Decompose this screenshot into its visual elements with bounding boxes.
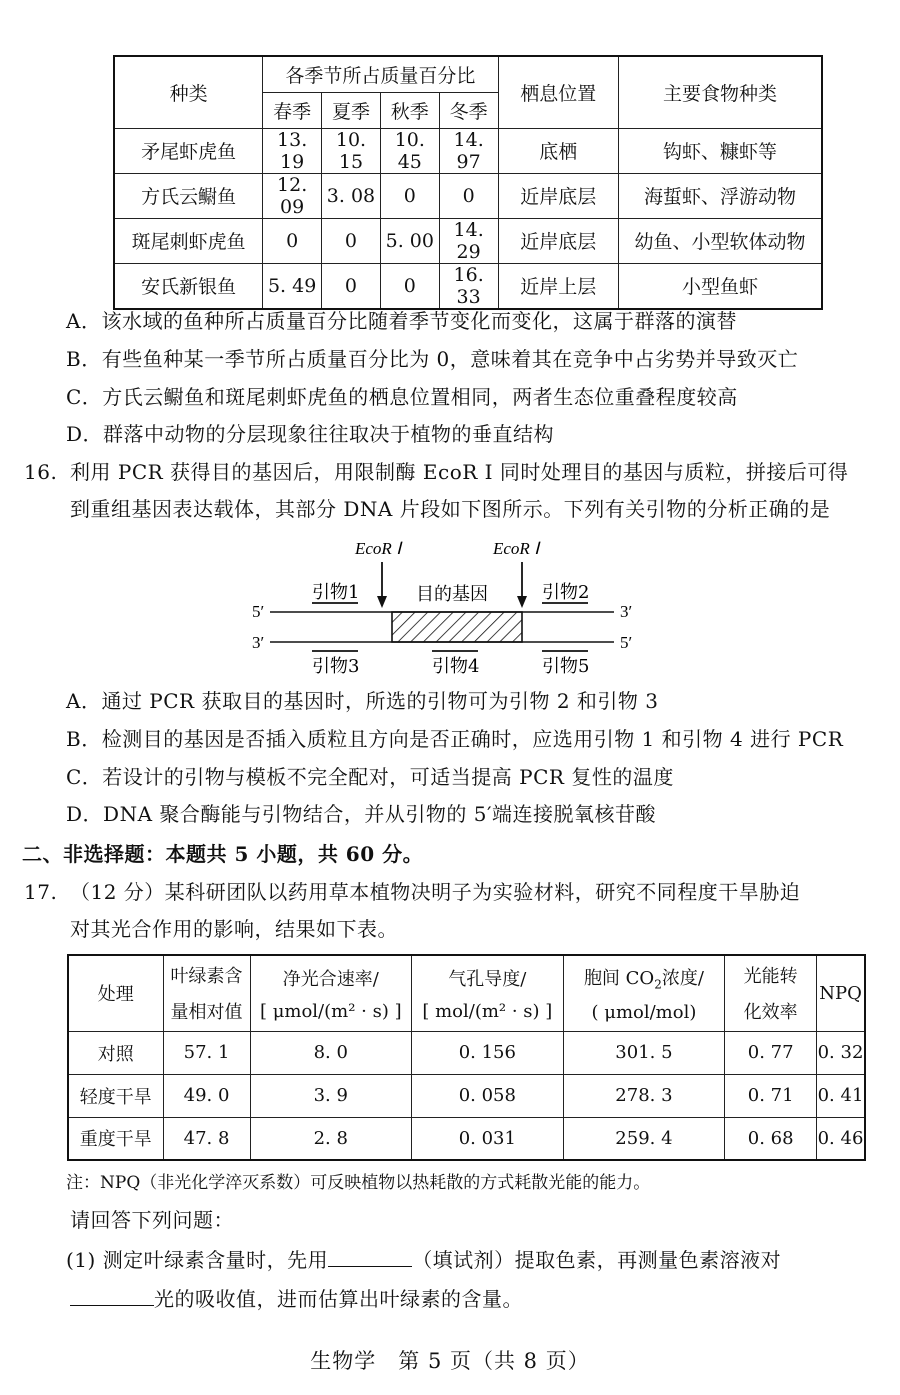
- cell-species: 矛尾虾虎鱼: [114, 128, 263, 173]
- cell-pn: 2. 8: [250, 1117, 412, 1160]
- cell-chlorophyll: 47. 8: [163, 1117, 250, 1160]
- q16-number: 16.: [24, 460, 58, 484]
- q17-sub1-line1: [66, 1244, 781, 1274]
- cell-gs: 0. 058: [412, 1074, 564, 1117]
- header-gs-l1: 气孔导度/: [448, 968, 527, 990]
- header-ci-l1: [564, 964, 725, 992]
- table-row: [68, 1117, 865, 1160]
- cell-winter: 14. 29: [439, 218, 498, 263]
- cell-eff: 0. 77: [725, 1031, 817, 1074]
- cell-spring: 12. 09: [263, 173, 322, 218]
- drought-photosynthesis-table: [67, 954, 866, 1161]
- strand-bottom-3prime: 3′: [252, 633, 265, 652]
- table-note: 注：NPQ（非光化学淬灭系数）可反映植物以热耗散的方式耗散光能的能力。: [66, 1173, 651, 1193]
- q16-option-c: C．若设计的引物与模板不完全配对，可适当提高 PCR 复性的温度: [66, 765, 674, 789]
- cell-habitat: 近岸底层: [498, 173, 618, 218]
- target-gene-box: [392, 612, 522, 642]
- cell-autumn: 0: [380, 173, 439, 218]
- header-ci-text2: 浓度/: [661, 967, 704, 989]
- gene-label: 目的基因: [416, 584, 488, 605]
- header-gs-l2: [ mol/(m² · s) ]: [422, 1000, 553, 1022]
- cell-autumn: 5. 00: [380, 218, 439, 263]
- header-stomatal-conductance: [412, 955, 564, 1031]
- header-treatment: 处理: [68, 955, 163, 1031]
- cell-habitat: 近岸上层: [498, 263, 618, 309]
- cell-species: 斑尾刺虾虎鱼: [114, 218, 263, 263]
- cell-summer: 0: [322, 218, 381, 263]
- ecori-arrowhead-left: [377, 596, 387, 608]
- header-habitat: 栖息位置: [498, 56, 618, 128]
- cell-food: 幼鱼、小型软体动物: [618, 218, 822, 263]
- cell-summer: 3. 08: [322, 173, 381, 218]
- cell-food: 钩虾、糠虾等: [618, 128, 822, 173]
- cell-species: 方氏云鳚鱼: [114, 173, 263, 218]
- q17-sub1-line2: [70, 1283, 523, 1313]
- header-light-efficiency: [725, 955, 817, 1031]
- cell-ci: 259. 4: [563, 1117, 725, 1160]
- cell-npq: 0. 46: [817, 1117, 865, 1160]
- table-row: [114, 263, 822, 309]
- header-eff-l1: 光能转: [743, 966, 798, 988]
- cell-treatment: 重度干旱: [68, 1117, 163, 1160]
- page-footer: 生物学 第 5 页（共 8 页）: [310, 1349, 590, 1373]
- cell-winter: 0: [439, 173, 498, 218]
- header-winter: 冬季: [439, 92, 498, 128]
- strand-top-3prime: 3′: [620, 602, 633, 621]
- header-autumn: 秋季: [380, 92, 439, 128]
- primer1-label: 引物1: [312, 582, 360, 603]
- cell-chlorophyll: 57. 1: [163, 1031, 250, 1074]
- section-heading: 二、非选择题：本题共 5 小题，共 60 分。: [22, 842, 424, 866]
- fish-season-table: [113, 55, 823, 310]
- q17-sub1-text-c: 光的吸收值，进而估算出叶绿素的含量。: [154, 1287, 523, 1311]
- table-header-row: [68, 955, 865, 1031]
- header-chlorophyll: [163, 955, 250, 1031]
- primer3-label: 引物3: [312, 656, 360, 677]
- cell-species: 安氏新银鱼: [114, 263, 263, 309]
- table-row: [114, 218, 822, 263]
- cell-autumn: 0: [380, 263, 439, 309]
- cell-eff: 0. 71: [725, 1074, 817, 1117]
- q15-option-a: A．该水域的鱼种所占质量百分比随着季节变化而变化，这属于群落的演替: [66, 309, 737, 333]
- header-intercellular-co2: [563, 955, 725, 1031]
- cell-treatment: 轻度干旱: [68, 1074, 163, 1117]
- cell-spring: 0: [263, 218, 322, 263]
- q15-option-b: B．有些鱼种某一季节所占质量百分比为 0，意味着其在竞争中占劣势并导致灭亡: [66, 347, 799, 371]
- ecori-arrowhead-right: [517, 596, 527, 608]
- q17-sub1-text-b: （填试剂）提取色素，再测量色素溶液对: [412, 1248, 782, 1272]
- header-spring: 春季: [263, 92, 322, 128]
- table-row: [68, 1074, 865, 1117]
- answer-blank-light[interactable]: [70, 1283, 154, 1306]
- header-pn-l1: 净光合速率/: [282, 968, 379, 990]
- answer-blank-reagent[interactable]: [328, 1244, 412, 1267]
- q15-option-c: C．方氏云鳚鱼和斑尾刺虾虎鱼的栖息位置相同，两者生态位重叠程度较高: [66, 385, 738, 409]
- cell-pn: 3. 9: [250, 1074, 412, 1117]
- dna-fragment-diagram: [240, 532, 660, 682]
- table-row: [114, 128, 822, 173]
- header-food: 主要食物种类: [618, 56, 822, 128]
- cell-pn: 8. 0: [250, 1031, 412, 1074]
- q17-stem-line1: （12 分）某科研团队以药用草本植物决明子为实验材料，研究不同程度干旱胁迫: [70, 880, 801, 904]
- cell-eff: 0. 68: [725, 1117, 817, 1160]
- cell-summer: 0: [322, 263, 381, 309]
- header-species: 种类: [114, 56, 263, 128]
- header-summer: 夏季: [322, 92, 381, 128]
- cell-habitat: 底栖: [498, 128, 618, 173]
- cell-winter: 16. 33: [439, 263, 498, 309]
- header-chlorophyll-l2: 量相对值: [170, 1002, 243, 1024]
- q17-prompt: 请回答下列问题：: [70, 1208, 234, 1232]
- strand-bottom-5prime: 5′: [620, 633, 633, 652]
- header-chlorophyll-l1: 叶绿素含: [170, 966, 243, 988]
- header-ci-l2: ( μmol/mol): [591, 1001, 697, 1023]
- header-ci-text: 胞间 CO: [583, 967, 655, 989]
- header-npq: NPQ: [817, 955, 865, 1031]
- cell-habitat: 近岸底层: [498, 218, 618, 263]
- q16-stem-line2: 到重组基因表达载体，其部分 DNA 片段如下图所示。下列有关引物的分析正确的是: [70, 497, 831, 521]
- cell-ci: 278. 3: [563, 1074, 725, 1117]
- primer2-label: 引物2: [542, 582, 590, 603]
- cell-food: 海蜇虾、浮游动物: [618, 173, 822, 218]
- header-eff-l2: 化效率: [743, 1002, 798, 1024]
- cell-ci: 301. 5: [563, 1031, 725, 1074]
- cell-spring: 5. 49: [263, 263, 322, 309]
- q16-option-d: D．DNA 聚合酶能与引物结合，并从引物的 5′端连接脱氧核苷酸: [66, 802, 656, 826]
- header-pn-l2: [ μmol/(m² · s) ]: [259, 1000, 402, 1022]
- cell-autumn: 10. 45: [380, 128, 439, 173]
- header-season-group: 各季节所占质量百分比: [263, 56, 498, 92]
- cell-chlorophyll: 49. 0: [163, 1074, 250, 1117]
- ecori-label-left: EcoR Ⅰ: [355, 539, 402, 558]
- primer5-label: 引物5: [542, 656, 590, 677]
- q17-number: 17.: [24, 880, 58, 904]
- header-net-photosynthesis: [250, 955, 412, 1031]
- strand-top-5prime: 5′: [252, 602, 265, 621]
- cell-summer: 10. 15: [322, 128, 381, 173]
- cell-npq: 0. 41: [817, 1074, 865, 1117]
- q16-option-a: A．通过 PCR 获取目的基因时，所选的引物可为引物 2 和引物 3: [66, 689, 659, 713]
- primer4-label: 引物4: [432, 656, 480, 677]
- cell-spring: 13. 19: [263, 128, 322, 173]
- table-row: [114, 173, 822, 218]
- q15-option-d: D．群落中动物的分层现象往往取决于植物的垂直结构: [66, 422, 555, 446]
- cell-gs: 0. 031: [412, 1117, 564, 1160]
- cell-npq: 0. 32: [817, 1031, 865, 1074]
- cell-food: 小型鱼虾: [618, 263, 822, 309]
- table-row: [68, 1031, 865, 1074]
- cell-winter: 14. 97: [439, 128, 498, 173]
- cell-treatment: 对照: [68, 1031, 163, 1074]
- ecori-label-right: EcoR Ⅰ: [493, 539, 540, 558]
- q17-sub1-text-a: (1) 测定叶绿素含量时，先用: [66, 1248, 329, 1272]
- header-ci-subscript: 2: [654, 977, 662, 992]
- q16-stem-line1: 利用 PCR 获得目的基因后，用限制酶 EcoR Ⅰ 同时处理目的基因与质粒，拼接后可得: [70, 460, 849, 484]
- q17-stem-line2: 对其光合作用的影响，结果如下表。: [70, 917, 398, 941]
- cell-gs: 0. 156: [412, 1031, 564, 1074]
- q16-option-b: B．检测目的基因是否插入质粒且方向是否正确时，应选用引物 1 和引物 4 进行 PCR: [66, 727, 844, 751]
